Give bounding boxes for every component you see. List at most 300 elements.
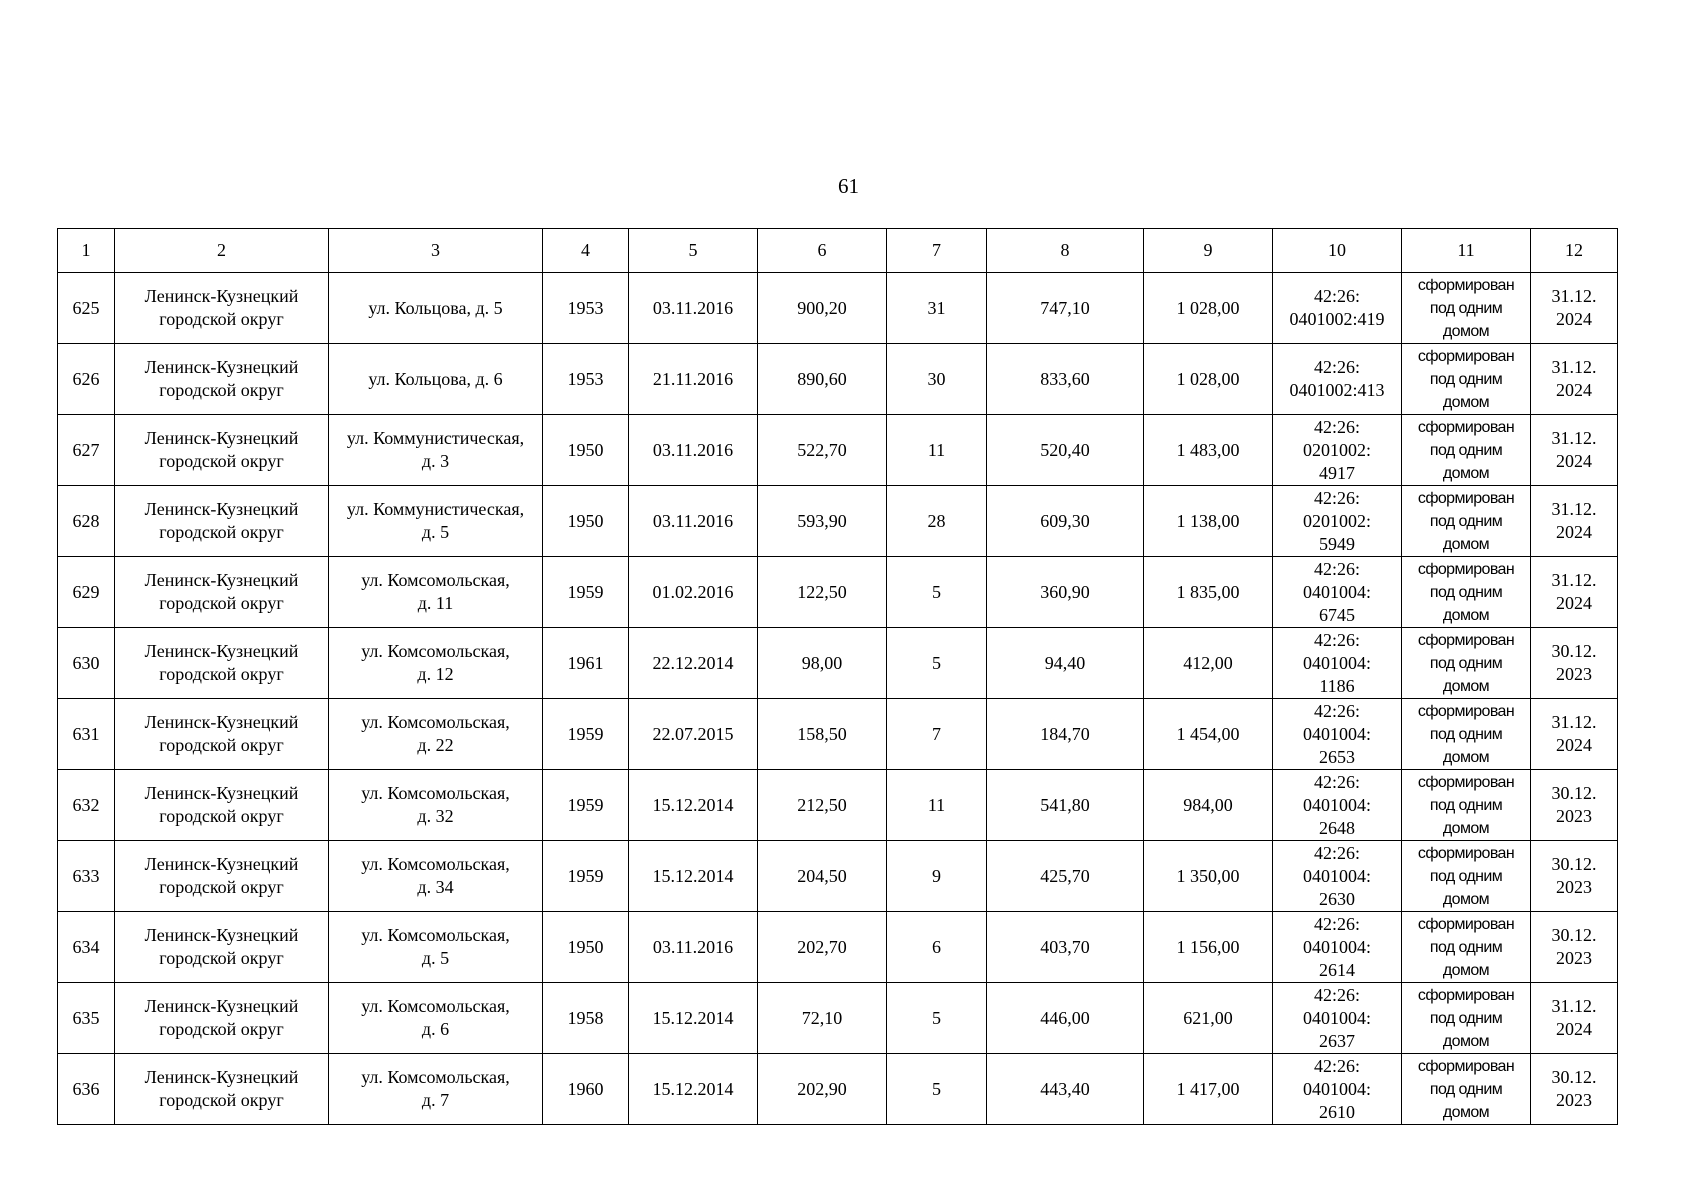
land-status-cell [1402, 1054, 1531, 1125]
cell-line: 2023 [1556, 664, 1592, 684]
cell-line: д. 22 [417, 735, 454, 755]
area-cell: 1 028,00 [1144, 344, 1273, 415]
cell-line: сформирован [1417, 773, 1515, 791]
cell-line: 30.12. [1551, 854, 1597, 874]
land-status-cell [1402, 912, 1531, 983]
deadline-cell [1531, 273, 1618, 344]
cell-line: городской округ [159, 451, 284, 471]
area-cell: 360,90 [987, 557, 1144, 628]
table-row [58, 273, 1618, 344]
cell-line: 0201002: [1302, 439, 1371, 460]
cell-line: 0401004: [1302, 936, 1371, 957]
cell-line: под одним [1429, 299, 1503, 317]
cell-line: 2024 [1556, 451, 1592, 471]
date-cell: 03.11.2016 [629, 912, 758, 983]
cell-line: 2614 [1319, 959, 1355, 980]
cell-line: 0401002:419 [1289, 309, 1385, 329]
cell-line: домом [1442, 535, 1490, 553]
area-cell: 900,20 [758, 273, 887, 344]
municipality-cell [115, 912, 329, 983]
cell-line: 4917 [1319, 462, 1355, 483]
cell-line: Ленинск-Кузнецкий [144, 712, 299, 732]
land-status-cell [1402, 628, 1531, 699]
table-row [58, 1054, 1618, 1125]
cell-line: ул. Коммунистическая, [346, 428, 525, 448]
cell-line: 0401004: [1302, 1078, 1371, 1099]
area-cell: 593,90 [758, 486, 887, 557]
cell-line: ул. Комсомольская, [361, 854, 510, 874]
cell-line: д. 34 [417, 877, 454, 897]
column-header: 7 [887, 229, 987, 273]
address-cell [329, 1054, 543, 1125]
area-cell: 1 483,00 [1144, 415, 1273, 486]
area-cell: 158,50 [758, 699, 887, 770]
address-cell [329, 557, 543, 628]
cell-line: 2024 [1556, 1019, 1592, 1039]
cell-line: Ленинск-Кузнецкий [144, 925, 299, 945]
cell-line: под одним [1429, 938, 1503, 956]
area-cell: 1 835,00 [1144, 557, 1273, 628]
land-status-cell [1402, 415, 1531, 486]
address-cell [329, 912, 543, 983]
row-number: 626 [58, 344, 115, 415]
municipality-cell [115, 770, 329, 841]
cell-line: домом [1442, 890, 1490, 908]
cell-line: 42:26: [1313, 700, 1360, 721]
cell-line: Ленинск-Кузнецкий [144, 499, 299, 519]
cell-line: домом [1442, 606, 1490, 624]
cell-line: 0401004: [1302, 652, 1371, 673]
address-cell [329, 344, 543, 415]
table-row [58, 841, 1618, 912]
land-status-cell [1402, 486, 1531, 557]
cell-line: городской округ [159, 877, 284, 897]
cadastral-number-cell [1273, 415, 1402, 486]
land-status-cell [1402, 557, 1531, 628]
cell-line: ул. Комсомольская, [361, 641, 510, 661]
date-cell: 22.12.2014 [629, 628, 758, 699]
cell-line: ул. Комсомольская, [361, 996, 510, 1016]
cell-line: 2023 [1556, 806, 1592, 826]
municipality-cell [115, 415, 329, 486]
cell-line: 6745 [1319, 604, 1355, 625]
year-cell: 1959 [543, 557, 629, 628]
date-cell: 15.12.2014 [629, 983, 758, 1054]
row-number: 628 [58, 486, 115, 557]
cell-line: д. 11 [417, 593, 454, 613]
row-number: 630 [58, 628, 115, 699]
cell-line: Ленинск-Кузнецкий [144, 286, 299, 306]
column-header: 8 [987, 229, 1144, 273]
cadastral-number-cell [1273, 557, 1402, 628]
cell-line: ул. Кольцова, д. 5 [368, 297, 503, 318]
count-cell: 5 [887, 1054, 987, 1125]
date-cell: 03.11.2016 [629, 273, 758, 344]
cell-line: домом [1442, 322, 1490, 340]
address-cell [329, 628, 543, 699]
land-status-cell [1402, 983, 1531, 1054]
cell-line: 42:26: [1313, 629, 1360, 650]
area-cell: 541,80 [987, 770, 1144, 841]
year-cell: 1959 [543, 841, 629, 912]
cell-line: сформирован [1417, 631, 1515, 649]
row-number: 629 [58, 557, 115, 628]
cell-line: домом [1442, 1103, 1490, 1121]
page-number: 61 [838, 174, 859, 198]
deadline-cell [1531, 841, 1618, 912]
cell-line: 42:26: [1313, 984, 1360, 1005]
row-number: 625 [58, 273, 115, 344]
cell-line: 30.12. [1551, 783, 1597, 803]
cell-line: домом [1442, 393, 1490, 411]
cadastral-number-cell [1273, 1054, 1402, 1125]
cell-line: домом [1442, 464, 1490, 482]
cell-line: Ленинск-Кузнецкий [144, 357, 299, 377]
cell-line: сформирован [1417, 986, 1515, 1004]
cell-line: 42:26: [1313, 487, 1360, 508]
count-cell: 30 [887, 344, 987, 415]
cell-line: 42:26: [1313, 286, 1360, 306]
cell-line: домом [1442, 819, 1490, 837]
cell-line: д. 5 [421, 522, 450, 542]
municipality-cell [115, 344, 329, 415]
deadline-cell [1531, 486, 1618, 557]
cell-line: д. 7 [421, 1090, 450, 1110]
cell-line: сформирован [1417, 702, 1515, 720]
cell-line: сформирован [1417, 418, 1515, 436]
cell-line: Ленинск-Кузнецкий [144, 854, 299, 874]
area-cell: 1 138,00 [1144, 486, 1273, 557]
cell-line: городской округ [159, 380, 284, 400]
area-cell: 747,10 [987, 273, 1144, 344]
cell-line: под одним [1429, 512, 1503, 530]
table-row [58, 699, 1618, 770]
deadline-cell [1531, 770, 1618, 841]
table-row [58, 415, 1618, 486]
cell-line: ул. Коммунистическая, [346, 499, 525, 519]
cell-line: 42:26: [1313, 558, 1360, 579]
cell-line: домом [1442, 748, 1490, 766]
table-row [58, 557, 1618, 628]
land-status-cell [1402, 273, 1531, 344]
cell-line: 30.12. [1551, 641, 1597, 661]
cell-line: сформирован [1417, 276, 1515, 294]
municipality-cell [115, 557, 329, 628]
date-cell: 21.11.2016 [629, 344, 758, 415]
area-cell: 1 350,00 [1144, 841, 1273, 912]
cell-line: 31.12. [1551, 286, 1597, 306]
cell-line: под одним [1429, 1080, 1503, 1098]
address-cell [329, 273, 543, 344]
year-cell: 1959 [543, 699, 629, 770]
cell-line: городской округ [159, 735, 284, 755]
address-cell [329, 983, 543, 1054]
land-status-cell [1402, 699, 1531, 770]
cell-line: Ленинск-Кузнецкий [144, 996, 299, 1016]
column-header: 6 [758, 229, 887, 273]
year-cell: 1959 [543, 770, 629, 841]
deadline-cell [1531, 415, 1618, 486]
cell-line: под одним [1429, 654, 1503, 672]
area-cell: 609,30 [987, 486, 1144, 557]
cell-line: городской округ [159, 948, 284, 968]
cell-line: ул. Комсомольская, [361, 1067, 510, 1087]
cell-line: 31.12. [1551, 357, 1597, 377]
cell-line: 31.12. [1551, 428, 1597, 448]
cell-line: 2637 [1319, 1030, 1355, 1051]
cell-line: 2023 [1556, 1090, 1592, 1110]
cell-line: 0401002:413 [1289, 380, 1385, 400]
area-cell: 98,00 [758, 628, 887, 699]
municipality-cell [115, 841, 329, 912]
year-cell: 1950 [543, 486, 629, 557]
cell-line: Ленинск-Кузнецкий [144, 570, 299, 590]
row-number: 635 [58, 983, 115, 1054]
row-number: 631 [58, 699, 115, 770]
deadline-cell [1531, 1054, 1618, 1125]
count-cell: 5 [887, 557, 987, 628]
column-header: 5 [629, 229, 758, 273]
column-header: 1 [58, 229, 115, 273]
row-number: 627 [58, 415, 115, 486]
cell-line: сформирован [1417, 844, 1515, 862]
cell-line: д. 6 [421, 1019, 450, 1039]
cell-line: 0401004: [1302, 1007, 1371, 1028]
cell-line: 0401004: [1302, 865, 1371, 886]
address-cell [329, 841, 543, 912]
cell-line: ул. Комсомольская, [361, 925, 510, 945]
area-cell: 212,50 [758, 770, 887, 841]
area-cell: 1 417,00 [1144, 1054, 1273, 1125]
area-cell: 184,70 [987, 699, 1144, 770]
table-row [58, 770, 1618, 841]
cell-line: под одним [1429, 796, 1503, 814]
cell-line: 2023 [1556, 948, 1592, 968]
cell-line: Ленинск-Кузнецкий [144, 428, 299, 448]
cell-line: 42:26: [1313, 771, 1360, 792]
cell-line: под одним [1429, 1009, 1503, 1027]
cell-line: 2610 [1319, 1101, 1355, 1122]
municipality-cell [115, 1054, 329, 1125]
deadline-cell [1531, 912, 1618, 983]
cell-line: сформирован [1417, 915, 1515, 933]
deadline-cell [1531, 983, 1618, 1054]
cell-line: сформирован [1417, 560, 1515, 578]
area-cell: 522,70 [758, 415, 887, 486]
column-header: 9 [1144, 229, 1273, 273]
cell-line: 42:26: [1313, 357, 1360, 377]
cadastral-number-cell [1273, 912, 1402, 983]
land-status-cell [1402, 344, 1531, 415]
address-cell [329, 415, 543, 486]
cell-line: ул. Комсомольская, [361, 570, 510, 590]
year-cell: 1961 [543, 628, 629, 699]
date-cell: 22.07.2015 [629, 699, 758, 770]
area-cell: 202,70 [758, 912, 887, 983]
cell-line: д. 5 [421, 948, 450, 968]
cell-line: городской округ [159, 664, 284, 684]
cell-line: 0401004: [1302, 581, 1371, 602]
area-cell: 1 454,00 [1144, 699, 1273, 770]
housing-register-table [57, 228, 1618, 1125]
cell-line: 2024 [1556, 380, 1592, 400]
area-cell: 72,10 [758, 983, 887, 1054]
address-cell [329, 770, 543, 841]
area-cell: 1 156,00 [1144, 912, 1273, 983]
deadline-cell [1531, 557, 1618, 628]
date-cell: 15.12.2014 [629, 1054, 758, 1125]
cell-line: 42:26: [1313, 842, 1360, 863]
cadastral-number-cell [1273, 344, 1402, 415]
cell-line: 2024 [1556, 522, 1592, 542]
date-cell: 01.02.2016 [629, 557, 758, 628]
cell-line: д. 12 [417, 664, 454, 684]
area-cell: 412,00 [1144, 628, 1273, 699]
cell-line: городской округ [159, 593, 284, 613]
cell-line: 31.12. [1551, 712, 1597, 732]
deadline-cell [1531, 628, 1618, 699]
area-cell: 1 028,00 [1144, 273, 1273, 344]
land-status-cell [1402, 770, 1531, 841]
count-cell: 5 [887, 983, 987, 1054]
row-number: 632 [58, 770, 115, 841]
cell-line: городской округ [159, 522, 284, 542]
cell-line: под одним [1429, 725, 1503, 743]
cell-line: д. 32 [417, 806, 454, 826]
cadastral-number-cell [1273, 273, 1402, 344]
count-cell: 11 [887, 770, 987, 841]
cell-line: городской округ [159, 1019, 284, 1039]
area-cell: 122,50 [758, 557, 887, 628]
count-cell: 5 [887, 628, 987, 699]
area-cell: 621,00 [1144, 983, 1273, 1054]
deadline-cell [1531, 699, 1618, 770]
count-cell: 9 [887, 841, 987, 912]
cell-line: 30.12. [1551, 925, 1597, 945]
municipality-cell [115, 983, 329, 1054]
year-cell: 1950 [543, 912, 629, 983]
cell-line: 0401004: [1302, 723, 1371, 744]
count-cell: 7 [887, 699, 987, 770]
municipality-cell [115, 273, 329, 344]
cell-line: 2648 [1319, 817, 1355, 838]
cell-line: 2024 [1556, 593, 1592, 613]
cell-line: ул. Комсомольская, [361, 783, 510, 803]
year-cell: 1958 [543, 983, 629, 1054]
area-cell: 984,00 [1144, 770, 1273, 841]
cell-line: 0401004: [1302, 794, 1371, 815]
count-cell: 6 [887, 912, 987, 983]
cell-line: сформирован [1417, 489, 1515, 507]
land-status-cell [1402, 841, 1531, 912]
cell-line: городской округ [159, 806, 284, 826]
deadline-cell [1531, 344, 1618, 415]
cell-line: 2023 [1556, 877, 1592, 897]
cell-line: Ленинск-Кузнецкий [144, 783, 299, 803]
cell-line: 31.12. [1551, 570, 1597, 590]
cell-line: городской округ [159, 1090, 284, 1110]
area-cell: 890,60 [758, 344, 887, 415]
cell-line: 31.12. [1551, 499, 1597, 519]
area-cell: 443,40 [987, 1054, 1144, 1125]
cell-line: д. 3 [421, 451, 450, 471]
column-header: 12 [1531, 229, 1618, 273]
date-cell: 15.12.2014 [629, 841, 758, 912]
cell-line: 42:26: [1313, 913, 1360, 934]
year-cell: 1950 [543, 415, 629, 486]
cell-line: 2630 [1319, 888, 1355, 909]
municipality-cell [115, 699, 329, 770]
cell-line: 2024 [1556, 309, 1592, 329]
count-cell: 28 [887, 486, 987, 557]
cell-line: домом [1442, 1032, 1490, 1050]
municipality-cell [115, 628, 329, 699]
cell-line: 2653 [1319, 746, 1355, 767]
address-cell [329, 699, 543, 770]
row-number: 636 [58, 1054, 115, 1125]
table-body [58, 273, 1618, 1125]
area-cell: 446,00 [987, 983, 1144, 1054]
column-number-row [58, 229, 1618, 273]
cell-line: ул. Комсомольская, [361, 712, 510, 732]
cell-line: Ленинск-Кузнецкий [144, 641, 299, 661]
cell-line: под одним [1429, 867, 1503, 885]
table-row [58, 983, 1618, 1054]
row-number: 633 [58, 841, 115, 912]
cell-line: под одним [1429, 583, 1503, 601]
count-cell: 31 [887, 273, 987, 344]
cell-line: 30.12. [1551, 1067, 1597, 1087]
row-number: 634 [58, 912, 115, 983]
table-row [58, 912, 1618, 983]
cell-line: сформирован [1417, 347, 1515, 365]
column-header: 10 [1273, 229, 1402, 273]
cadastral-number-cell [1273, 770, 1402, 841]
column-header: 2 [115, 229, 329, 273]
address-cell [329, 486, 543, 557]
cell-line: 5949 [1319, 533, 1355, 554]
cell-line: 42:26: [1313, 1055, 1360, 1076]
cell-line: Ленинск-Кузнецкий [144, 1067, 299, 1087]
cell-line: домом [1442, 961, 1490, 979]
cadastral-number-cell [1273, 628, 1402, 699]
year-cell: 1953 [543, 344, 629, 415]
cadastral-number-cell [1273, 699, 1402, 770]
year-cell: 1953 [543, 273, 629, 344]
area-cell: 204,50 [758, 841, 887, 912]
column-header: 4 [543, 229, 629, 273]
cell-line: домом [1442, 677, 1490, 695]
year-cell: 1960 [543, 1054, 629, 1125]
cell-line: ул. Кольцова, д. 6 [368, 368, 503, 389]
cell-line: под одним [1429, 441, 1503, 459]
cadastral-number-cell [1273, 983, 1402, 1054]
cell-line: сформирован [1417, 1057, 1515, 1075]
cell-line: 2024 [1556, 735, 1592, 755]
date-cell: 03.11.2016 [629, 486, 758, 557]
cell-line: 1186 [1319, 675, 1355, 696]
table-row [58, 486, 1618, 557]
area-cell: 403,70 [987, 912, 1144, 983]
column-header: 3 [329, 229, 543, 273]
area-cell: 425,70 [987, 841, 1144, 912]
cell-line: под одним [1429, 370, 1503, 388]
area-cell: 202,90 [758, 1054, 887, 1125]
area-cell: 833,60 [987, 344, 1144, 415]
table-row [58, 344, 1618, 415]
cell-line: 42:26: [1313, 416, 1360, 437]
area-cell: 94,40 [987, 628, 1144, 699]
